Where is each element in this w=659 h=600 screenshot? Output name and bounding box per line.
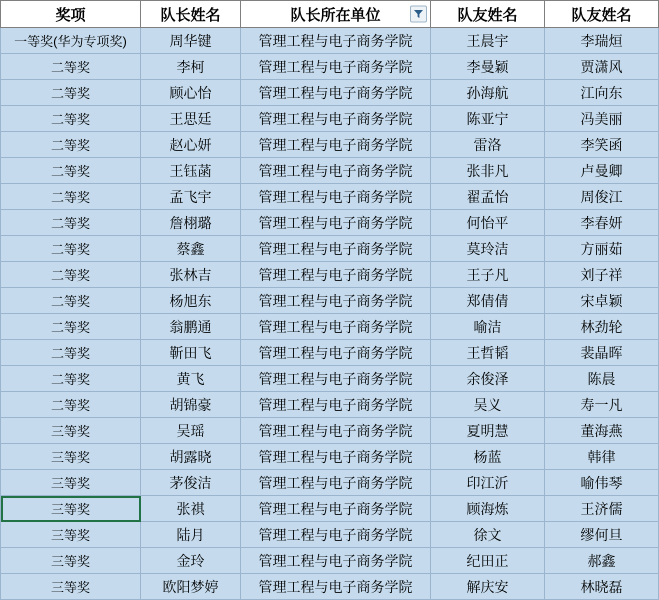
award-cell[interactable]: 三等奖	[1, 574, 141, 600]
table-row[interactable]	[1, 210, 659, 236]
table-header-row	[1, 1, 659, 28]
teammate-name-2-cell[interactable]: 寿一凡	[545, 392, 659, 418]
captain-unit-cell[interactable]: 管理工程与电子商务学院	[241, 28, 431, 54]
award-cell[interactable]: 二等奖	[1, 132, 141, 158]
teammate-name-1-cell[interactable]: 夏明慧	[431, 418, 545, 444]
award-cell[interactable]: 三等奖	[1, 470, 141, 496]
award-cell[interactable]: 二等奖	[1, 210, 141, 236]
award-cell[interactable]: 二等奖	[1, 54, 141, 80]
teammate-name-2-cell[interactable]: 江向东	[545, 80, 659, 106]
award-cell[interactable]: 二等奖	[1, 184, 141, 210]
column-header-label: 队友姓名	[457, 6, 518, 24]
award-cell[interactable]: 三等奖	[1, 496, 141, 522]
captain-name-cell[interactable]: 吴瑶	[141, 418, 241, 444]
column-header-teammate-name-2[interactable]	[545, 1, 659, 28]
teammate-name-1-cell[interactable]: 李曼颖	[431, 54, 545, 80]
teammate-name-2-cell[interactable]: 董海燕	[545, 418, 659, 444]
captain-name-cell[interactable]: 陆月	[141, 522, 241, 548]
table-row[interactable]	[1, 80, 659, 106]
captain-name-cell[interactable]: 靳田飞	[141, 340, 241, 366]
table-row[interactable]	[1, 548, 659, 574]
captain-unit-cell[interactable]: 管理工程与电子商务学院	[241, 158, 431, 184]
teammate-name-1-cell[interactable]: 翟孟怡	[431, 184, 545, 210]
award-cell[interactable]: 二等奖	[1, 314, 141, 340]
table-row[interactable]	[1, 314, 659, 340]
teammate-name-2-cell[interactable]: 贾潇风	[545, 54, 659, 80]
table-row[interactable]	[1, 132, 659, 158]
column-header-label: 队长姓名	[160, 6, 221, 24]
teammate-name-2-cell[interactable]: 王济儒	[545, 496, 659, 522]
column-header-captain-name[interactable]	[141, 1, 241, 28]
award-cell[interactable]: 三等奖	[1, 418, 141, 444]
award-cell[interactable]: 二等奖	[1, 288, 141, 314]
teammate-name-1-cell[interactable]: 陈亚宁	[431, 106, 545, 132]
table-row[interactable]	[1, 470, 659, 496]
captain-name-cell[interactable]: 周华键	[141, 28, 241, 54]
award-cell[interactable]: 二等奖	[1, 366, 141, 392]
captain-name-cell[interactable]: 顾心怡	[141, 80, 241, 106]
captain-name-cell[interactable]: 张林吉	[141, 262, 241, 288]
teammate-name-1-cell[interactable]: 徐文	[431, 522, 545, 548]
teammate-name-2-cell[interactable]: 裴晶晖	[545, 340, 659, 366]
table-body	[1, 28, 659, 600]
teammate-name-2-cell[interactable]: 冯美丽	[545, 106, 659, 132]
captain-unit-cell[interactable]: 管理工程与电子商务学院	[241, 548, 431, 574]
teammate-name-1-cell[interactable]: 顾海炼	[431, 496, 545, 522]
award-cell[interactable]: 二等奖	[1, 80, 141, 106]
table-row[interactable]	[1, 28, 659, 54]
captain-unit-cell[interactable]: 管理工程与电子商务学院	[241, 184, 431, 210]
captain-unit-cell[interactable]: 管理工程与电子商务学院	[241, 392, 431, 418]
column-header-teammate-name-1[interactable]	[431, 1, 545, 28]
table-row[interactable]	[1, 106, 659, 132]
teammate-name-2-cell[interactable]: 林晓磊	[545, 574, 659, 600]
award-cell[interactable]: 三等奖	[1, 548, 141, 574]
teammate-name-1-cell[interactable]: 喻洁	[431, 314, 545, 340]
teammate-name-1-cell[interactable]: 孙海航	[431, 80, 545, 106]
column-header-captain-unit[interactable]	[241, 1, 431, 28]
teammate-name-1-cell[interactable]: 吴义	[431, 392, 545, 418]
teammate-name-2-cell[interactable]: 郝鑫	[545, 548, 659, 574]
captain-unit-cell[interactable]: 管理工程与电子商务学院	[241, 470, 431, 496]
teammate-name-2-cell[interactable]: 喻伟琴	[545, 470, 659, 496]
teammate-name-2-cell[interactable]: 陈晨	[545, 366, 659, 392]
captain-name-cell[interactable]: 詹栩璐	[141, 210, 241, 236]
teammate-name-2-cell[interactable]: 林劲轮	[545, 314, 659, 340]
award-cell[interactable]: 二等奖	[1, 340, 141, 366]
captain-unit-cell[interactable]: 管理工程与电子商务学院	[241, 496, 431, 522]
award-cell[interactable]: 三等奖	[1, 522, 141, 548]
table-row[interactable]	[1, 496, 659, 522]
award-cell[interactable]: 二等奖	[1, 236, 141, 262]
captain-name-cell[interactable]: 蔡鑫	[141, 236, 241, 262]
captain-unit-cell[interactable]: 管理工程与电子商务学院	[241, 574, 431, 600]
captain-name-cell[interactable]: 孟飞宇	[141, 184, 241, 210]
captain-unit-cell[interactable]: 管理工程与电子商务学院	[241, 418, 431, 444]
table-row[interactable]	[1, 288, 659, 314]
captain-unit-cell[interactable]: 管理工程与电子商务学院	[241, 106, 431, 132]
teammate-name-1-cell[interactable]: 印江沂	[431, 470, 545, 496]
captain-name-cell[interactable]: 王钰菡	[141, 158, 241, 184]
column-header-award[interactable]	[1, 1, 141, 28]
table-row[interactable]	[1, 236, 659, 262]
captain-unit-cell[interactable]: 管理工程与电子商务学院	[241, 80, 431, 106]
award-cell[interactable]: 二等奖	[1, 392, 141, 418]
teammate-name-1-cell[interactable]: 王晨宇	[431, 28, 545, 54]
column-header-label: 队长所在单位	[290, 6, 381, 24]
captain-name-cell[interactable]: 张祺	[141, 496, 241, 522]
teammate-name-1-cell[interactable]: 王哲韬	[431, 340, 545, 366]
teammate-name-2-cell[interactable]: 卢曼卿	[545, 158, 659, 184]
table-row[interactable]	[1, 158, 659, 184]
captain-unit-cell[interactable]: 管理工程与电子商务学院	[241, 262, 431, 288]
teammate-name-2-cell[interactable]: 方丽茹	[545, 236, 659, 262]
teammate-name-2-cell[interactable]: 李春妍	[545, 210, 659, 236]
captain-unit-cell[interactable]: 管理工程与电子商务学院	[241, 340, 431, 366]
table-row[interactable]	[1, 366, 659, 392]
teammate-name-2-cell[interactable]: 韩律	[545, 444, 659, 470]
table-row[interactable]	[1, 392, 659, 418]
teammate-name-1-cell[interactable]: 张非凡	[431, 158, 545, 184]
teammate-name-1-cell[interactable]: 郑倩倩	[431, 288, 545, 314]
award-cell[interactable]: 二等奖	[1, 262, 141, 288]
table-row[interactable]	[1, 418, 659, 444]
captain-unit-cell[interactable]: 管理工程与电子商务学院	[241, 210, 431, 236]
teammate-name-1-cell[interactable]: 解庆安	[431, 574, 545, 600]
captain-name-cell[interactable]: 王思廷	[141, 106, 241, 132]
teammate-name-1-cell[interactable]: 王子凡	[431, 262, 545, 288]
teammate-name-1-cell[interactable]: 杨蓝	[431, 444, 545, 470]
teammate-name-2-cell[interactable]: 李瑞烜	[545, 28, 659, 54]
table-row[interactable]	[1, 54, 659, 80]
captain-unit-cell[interactable]: 管理工程与电子商务学院	[241, 236, 431, 262]
award-cell[interactable]: 一等奖(华为专项奖)	[1, 28, 141, 54]
table-row[interactable]	[1, 340, 659, 366]
captain-unit-cell[interactable]: 管理工程与电子商务学院	[241, 366, 431, 392]
column-header-label: 队友姓名	[571, 6, 632, 24]
captain-name-cell[interactable]: 杨旭东	[141, 288, 241, 314]
teammate-name-2-cell[interactable]: 李笑函	[545, 132, 659, 158]
table-row[interactable]	[1, 574, 659, 600]
captain-name-cell[interactable]: 欧阳梦婷	[141, 574, 241, 600]
table-row[interactable]	[1, 184, 659, 210]
captain-name-cell[interactable]: 黄飞	[141, 366, 241, 392]
teammate-name-1-cell[interactable]: 何怡平	[431, 210, 545, 236]
captain-name-cell[interactable]: 茅俊洁	[141, 470, 241, 496]
teammate-name-1-cell[interactable]: 余俊泽	[431, 366, 545, 392]
teammate-name-2-cell[interactable]: 缪何旦	[545, 522, 659, 548]
table-row[interactable]	[1, 444, 659, 470]
captain-unit-cell[interactable]: 管理工程与电子商务学院	[241, 522, 431, 548]
captain-name-cell[interactable]: 胡露晓	[141, 444, 241, 470]
teammate-name-2-cell[interactable]: 周俊江	[545, 184, 659, 210]
award-cell[interactable]: 二等奖	[1, 106, 141, 132]
captain-name-cell[interactable]: 翁鹏通	[141, 314, 241, 340]
teammate-name-1-cell[interactable]: 莫玲洁	[431, 236, 545, 262]
captain-unit-cell[interactable]: 管理工程与电子商务学院	[241, 54, 431, 80]
table-row[interactable]	[1, 262, 659, 288]
table-row[interactable]	[1, 522, 659, 548]
award-cell[interactable]: 二等奖	[1, 158, 141, 184]
captain-unit-cell[interactable]: 管理工程与电子商务学院	[241, 132, 431, 158]
column-header-label: 奖项	[55, 6, 86, 24]
captain-unit-cell[interactable]: 管理工程与电子商务学院	[241, 288, 431, 314]
teammate-name-1-cell[interactable]: 雷洛	[431, 132, 545, 158]
captain-name-cell[interactable]: 金玲	[141, 548, 241, 574]
award-cell[interactable]: 三等奖	[1, 444, 141, 470]
teammate-name-2-cell[interactable]: 宋卓颖	[545, 288, 659, 314]
captain-name-cell[interactable]: 胡锦豪	[141, 392, 241, 418]
captain-name-cell[interactable]: 赵心妍	[141, 132, 241, 158]
teammate-name-1-cell[interactable]: 纪田正	[431, 548, 545, 574]
captain-unit-cell[interactable]: 管理工程与电子商务学院	[241, 314, 431, 340]
teammate-name-2-cell[interactable]: 刘子祥	[545, 262, 659, 288]
filter-icon[interactable]	[410, 6, 427, 23]
captain-unit-cell[interactable]: 管理工程与电子商务学院	[241, 444, 431, 470]
captain-name-cell[interactable]: 李柯	[141, 54, 241, 80]
